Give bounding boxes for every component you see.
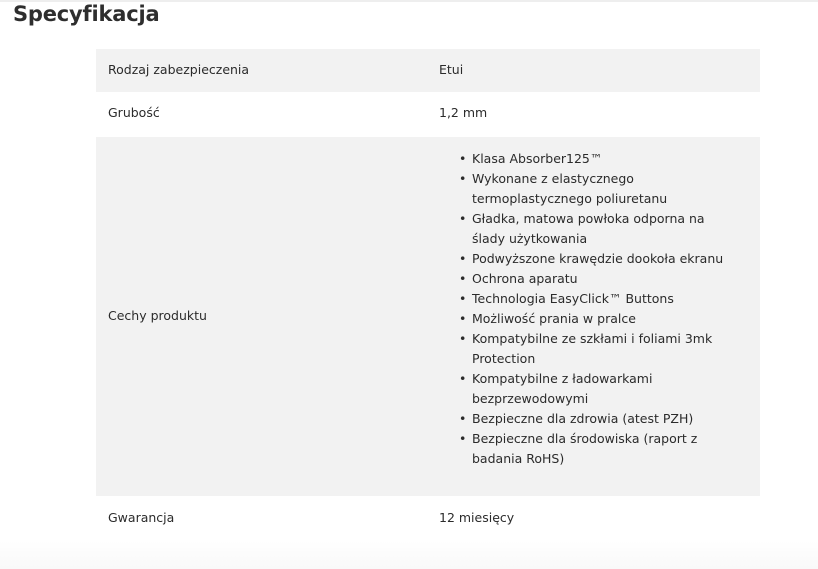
specification-table: [96, 49, 760, 540]
spec-row-thickness: [96, 92, 760, 137]
feature-item: • Podwyższone krawędzie dookoła ekranu: [439, 249, 729, 269]
spec-row-product-features: [96, 137, 760, 496]
feature-item: • Możliwość prania w pralce: [439, 309, 729, 329]
features-list: [439, 149, 729, 469]
spec-value: 12 miesięcy: [439, 510, 515, 525]
feature-item: • Wykonane z elastycznego termoplastycznego poliuretanu: [439, 169, 729, 209]
spec-label: Gwarancja: [108, 510, 175, 525]
section-title: Specyfikacja: [13, 2, 160, 26]
feature-item: • Technologia EasyClick™ Buttons: [439, 289, 729, 309]
spec-value: [439, 149, 729, 469]
feature-item: • Bezpieczne dla środowiska (raport z badania RoHS): [439, 429, 729, 469]
spec-label: Grubość: [108, 105, 160, 120]
feature-item: • Kompatybilne ze szkłami i foliami 3mk Protection: [439, 329, 729, 369]
spec-value: Etui: [439, 62, 464, 77]
bottom-fade: [0, 541, 818, 569]
feature-item: • Klasa Absorber125™: [439, 149, 729, 169]
spec-row-warranty: [96, 496, 760, 540]
feature-item: • Gładka, matowa powłoka odporna na ślady użytkowania: [439, 209, 729, 249]
spec-value: 1,2 mm: [439, 105, 488, 120]
spec-label: Cechy produktu: [108, 308, 207, 323]
feature-item: • Kompatybilne z ładowarkami bezprzewodowymi: [439, 369, 729, 409]
feature-item: • Ochrona aparatu: [439, 269, 729, 289]
spec-row-protection-type: [96, 49, 760, 92]
feature-item: • Bezpieczne dla zdrowia (atest PZH): [439, 409, 729, 429]
spec-label: Rodzaj zabezpieczenia: [108, 62, 250, 77]
